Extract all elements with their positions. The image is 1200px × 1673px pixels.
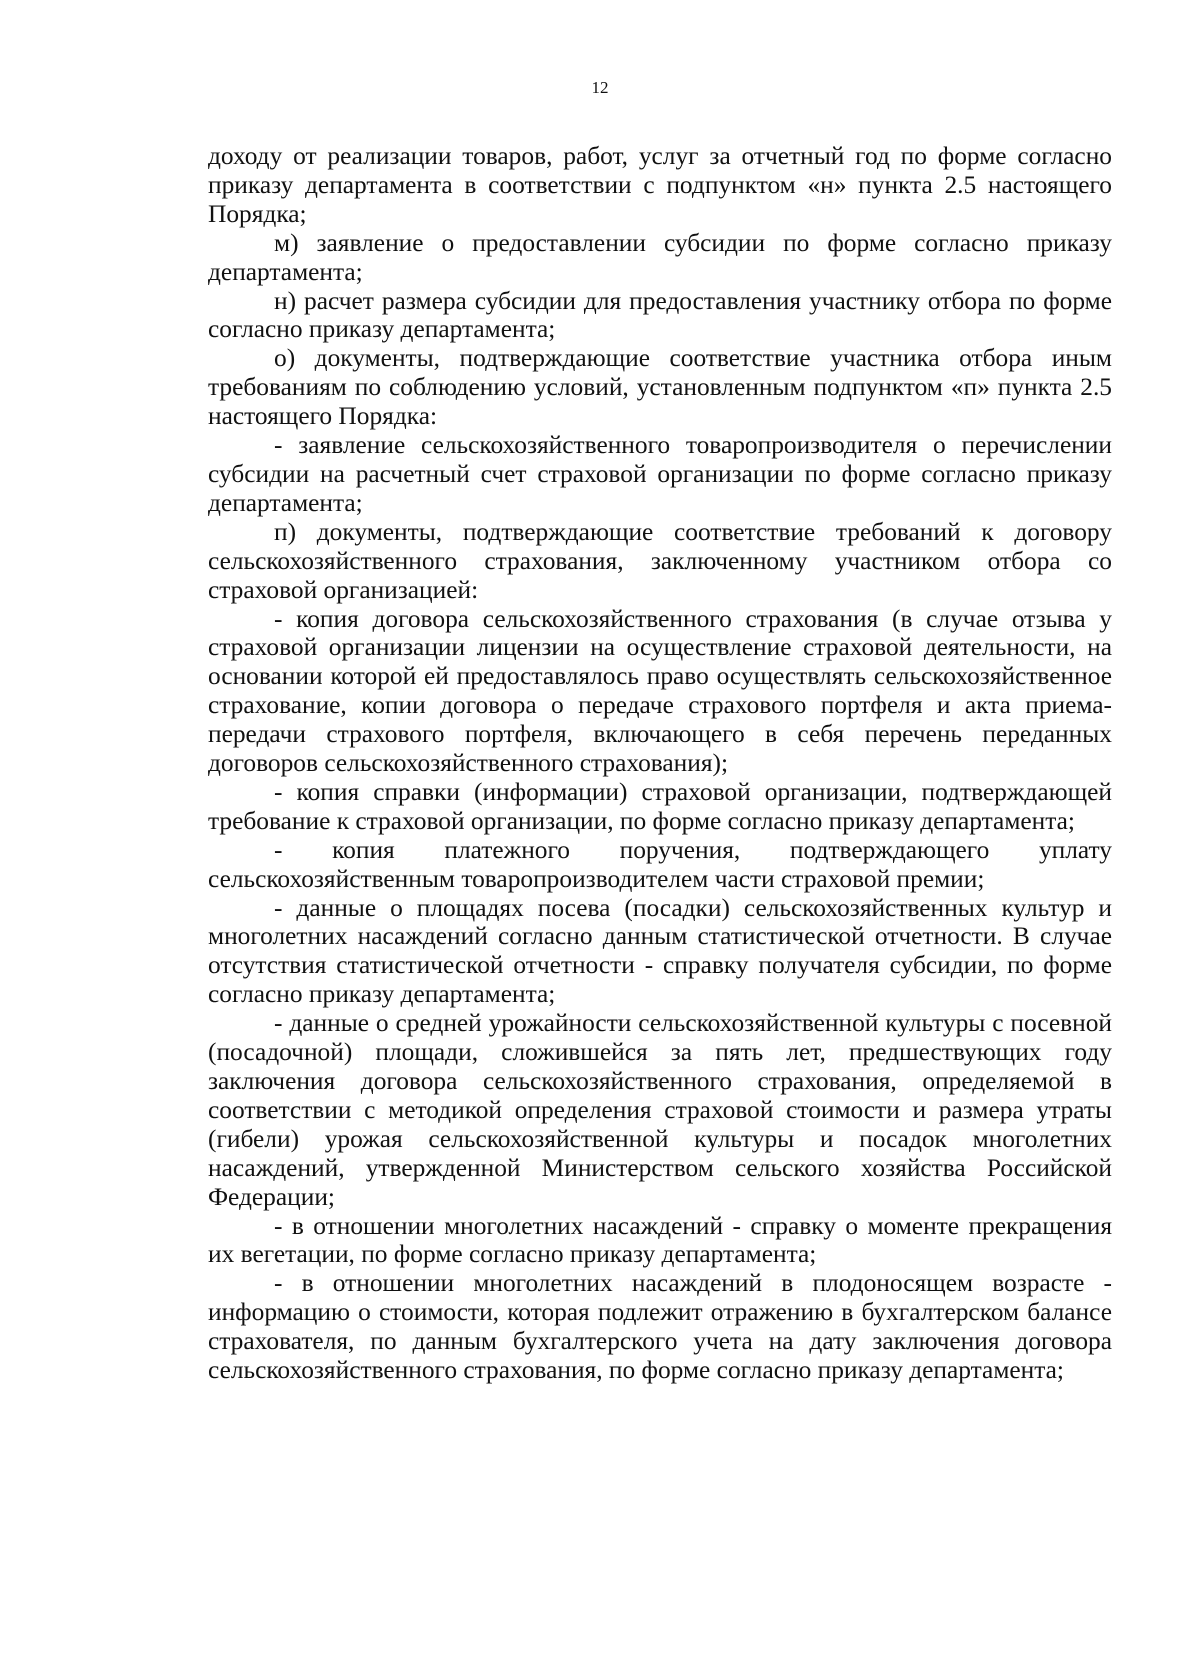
list-item-insurer-certificate-copy: - копия справки (информации) страховой организации, подтверждающей требование к страховой организации, по форме согласно приказу департамента; — [208, 777, 1112, 835]
list-item-sowing-area-data: - данные о площадях посева (посадки) сельскохозяйственных культур и многолетних насаждений согласно данным статистической отчетности. В случае отсутствия статистической отчетности - справку получателя субсидии, по форме согласно приказу департамента; — [208, 893, 1112, 1009]
paragraph-item-o-documents: о) документы, подтверждающие соответствие участника отбора иным требованиям по соблюдению условий, установленным подпунктом «п» пункта 2.5 настоящего Порядка: — [208, 344, 1112, 431]
paragraph-continuation: доходу от реализации товаров, работ, услуг за отчетный год по форме согласно приказу департамента в соответствии с подпунктом «н» пункта 2.5 настоящего Порядка; — [208, 142, 1112, 228]
list-item-fruiting-plantings-info: - в отношении многолетних насаждений в плодоносящем возрасте - информацию о стоимости, которая подлежит отражению в бухгалтерском балансе страхователя, по данным бухгалтерского учета на дату заключения договора сельскохозяйственного страхования, по форме согласно приказу департамента; — [208, 1269, 1112, 1385]
list-item-producer-statement: - заявление сельскохозяйственного товаропроизводителя о перечислении субсидии на расчетный счет страховой организации по форме согласно приказу департамента; — [208, 431, 1112, 517]
list-item-average-yield-data: - данные о средней урожайности сельскохозяйственной культуры с посевной (посадочной) площади, сложившейся за пять лет, предшествующих году заключения договора сельскохозяйственного страхования, определяемой в соответствии с методикой определения страховой стоимости и размера утраты (гибели) урожая сельскохозяйственной культуры и посадок многолетних насаждений, утвержденной Министерством сельского хозяйства Российской Федерации; — [208, 1009, 1112, 1211]
list-item-insurance-contract-copy: - копия договора сельскохозяйственного страхования (в случае отзыва у страховой организации лицензии на осуществление страховой деятельности, на основании которой ей предоставлялось право осуществлять сельскохозяйственное страхование, копии договора о передаче страхового портфеля и акта приема-передачи страхового портфеля, включающего в себя перечень переданных договоров сельскохозяйственного страхования); — [208, 604, 1112, 778]
list-item-payment-order-copy: - копия платежного поручения, подтверждающего уплату сельскохозяйственным товаропроизводителем части страховой премии; — [208, 835, 1112, 893]
paragraph-item-m-application: м) заявление о предоставлении субсидии по форме согласно приказу департамента; — [208, 228, 1112, 286]
paragraph-item-p-documents: п) документы, подтверждающие соответствие требований к договору сельскохозяйственного страхования, заключенному участником отбора со страховой организацией: — [208, 517, 1112, 604]
paragraph-item-n-calculation: н) расчет размера субсидии для предоставления участнику отбора по форме согласно приказу департамента; — [208, 286, 1112, 344]
page-number: 12 — [591, 78, 609, 97]
document-body — [208, 142, 1112, 1385]
list-item-vegetation-certificate: - в отношении многолетних насаждений - справку о моменте прекращения их вегетации, по форме согласно приказу департамента; — [208, 1211, 1112, 1269]
